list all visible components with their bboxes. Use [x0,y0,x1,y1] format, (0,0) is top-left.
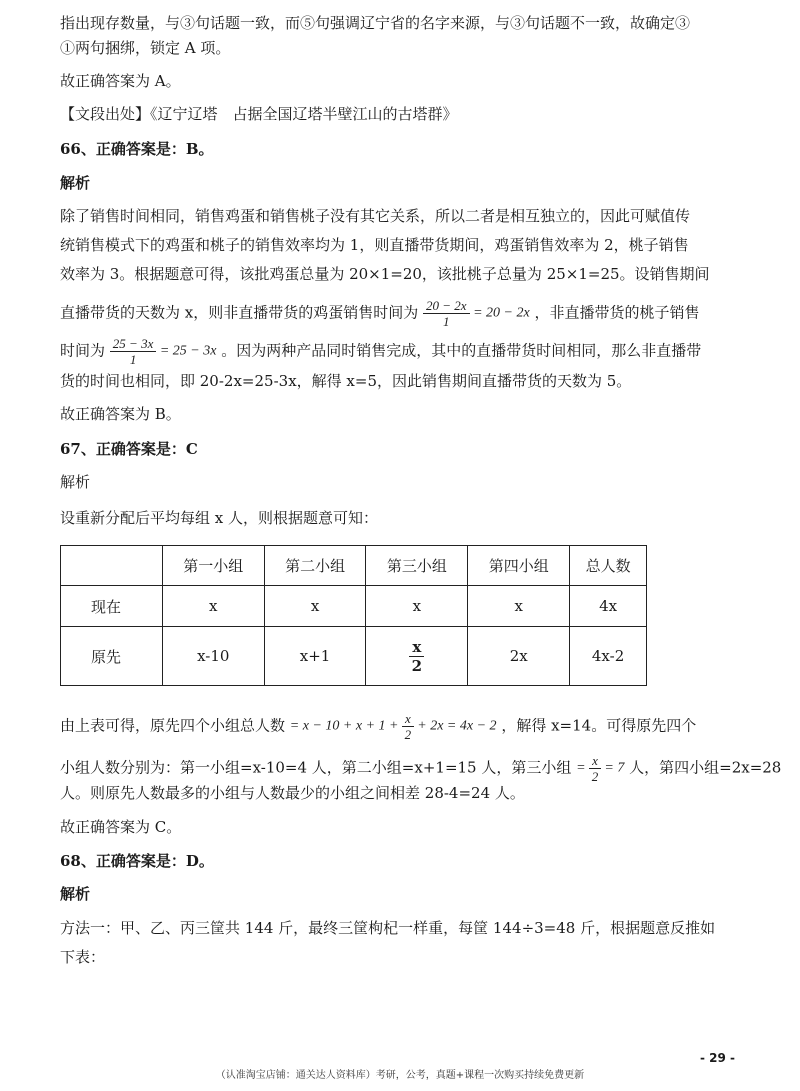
table-header-cell [61,546,163,586]
answer-heading-66: 66、正确答案是：B。 [60,140,214,158]
text-segment: 小组人数分别为：第一小组=x-10=4 人，第二小组=x+1=15 人，第三小组 [60,758,572,777]
answer-heading-67: 67、正确答案是：C [60,440,198,458]
text-line-with-formula [60,336,750,367]
table-cell: x [264,586,366,627]
fraction [423,298,470,329]
text-line-with-formula [60,753,782,784]
text-line-with-formula [60,298,750,329]
text-line: 人。则原先人数最多的小组与人数最少的小组之间相差 28-4=24 人。 [60,784,525,802]
text-line: 货的时间也相同，即 20-2x=25-3x，解得 x=5，因此销售期间直播带货的天数为 5。 [60,372,632,390]
denominator: 1 [443,314,450,329]
source-citation: 【文段出处】《辽宁辽塔 占据全国辽塔半壁江山的古塔群》 [60,105,458,123]
formula-rhs: = 20 − 2x [473,305,530,321]
table-header-cell: 第四小组 [468,546,570,586]
formula-part: + 2x = 4x − 2 [417,718,497,734]
numerator: x [409,638,424,657]
text-segment: 。因为两种产品同时销售完成，其中的直播带货时间相同，那么非直播带 [221,341,702,360]
text-line: 效率为 3。根据题意可得，该批鸡蛋总量为 20×1=20，该批桃子总量为 25×1=25。设销售期间 [60,265,710,283]
text-line: 统销售模式下的鸡蛋和桃子的销售效率均为 1，则直播带货期间，鸡蛋销售效率为 2，桃子销售 [60,236,689,254]
analysis-heading: 解析 [60,174,91,192]
group3-formula [576,753,624,784]
formula-rhs: = 25 − 3x [159,343,217,359]
table-cell: 4x [570,586,647,627]
text-segment: ，非直播带货的桃子销售 [534,303,700,322]
numerator: x [589,753,601,769]
text-segment: ，解得 x=14。可得原先四个 [501,716,697,735]
table-row [61,627,647,686]
numerator: 20 − 2x [423,298,470,314]
table-cell: x [366,586,468,627]
row-label: 现在 [61,586,163,627]
formula-part: = 7 [604,760,625,776]
table-cell: 4x-2 [570,627,647,686]
group-count-table [60,545,647,686]
numerator: 25 − 3x [110,336,157,352]
denominator: 2 [411,656,423,675]
text-segment: 人，第四小组=2x=28 [629,758,782,777]
answer-heading-68: 68、正确答案是：D。 [60,852,214,870]
table-cell: x [162,586,264,627]
text-line: 方法一：甲、乙、丙三筐共 144 斤，最终三筐枸杞一样重，每筐 144÷3=48 斤，根据题意反推如 [60,919,716,937]
fraction [110,336,157,367]
text-line: 故正确答案为 C。 [60,818,182,836]
analysis-heading: 解析 [60,473,91,491]
denominator: 2 [591,769,599,784]
table-cell: x+1 [264,627,366,686]
table-cell: x [468,586,570,627]
numerator: x [402,711,414,727]
table-header-cell: 第三小组 [366,546,468,586]
table-header-cell: 第一小组 [162,546,264,586]
formula-part: = [576,760,586,776]
table-cell: 2x [468,627,570,686]
footer-note: （认准淘宝店铺：通关达人资料库）考研，公考，真题+课程一次购买持续免费更新 [215,1070,585,1081]
text-line: 故正确答案为 A。 [60,72,181,90]
text-segment: 直播带货的天数为 x，则非直播带货的鸡蛋销售时间为 [60,303,419,322]
fraction [589,753,601,784]
denominator: 2 [404,727,412,742]
page-number: - 29 - [700,1051,736,1065]
total-count-formula [290,711,497,742]
peach-time-formula [110,336,217,367]
table-cell [366,627,468,686]
text-line: ①两句捆绑，锁定 A 项。 [60,39,231,57]
text-line: 除了销售时间相同，销售鸡蛋和销售桃子没有其它关系，所以二者是相互独立的，因此可赋值传 [60,207,691,225]
analysis-heading: 解析 [60,885,91,903]
row-label: 原先 [61,627,163,686]
fraction [402,711,414,742]
text-line: 下表： [60,948,106,966]
text-line: 故正确答案为 B。 [60,405,181,423]
table-cell: x-10 [162,627,264,686]
table-header-row [61,546,647,586]
formula-part: = x − 10 + x + 1 + [289,718,399,734]
text-segment: 由上表可得，原先四个小组总人数 [60,716,286,735]
table-row [61,586,647,627]
table-header-cell: 总人数 [570,546,647,586]
fraction [409,638,424,675]
denominator: 1 [129,352,137,367]
text-line-with-formula [60,711,750,742]
text-line: 设重新分配后平均每组 x 人，则根据题意可知： [60,509,378,527]
table-header-cell: 第二小组 [264,546,366,586]
text-segment: 时间为 [60,341,106,360]
text-line: 指出现存数量，与③句话题一致，而⑤句强调辽宁省的名字来源，与③句话题不一致，故确定③ [60,14,691,32]
egg-time-formula [423,298,530,329]
